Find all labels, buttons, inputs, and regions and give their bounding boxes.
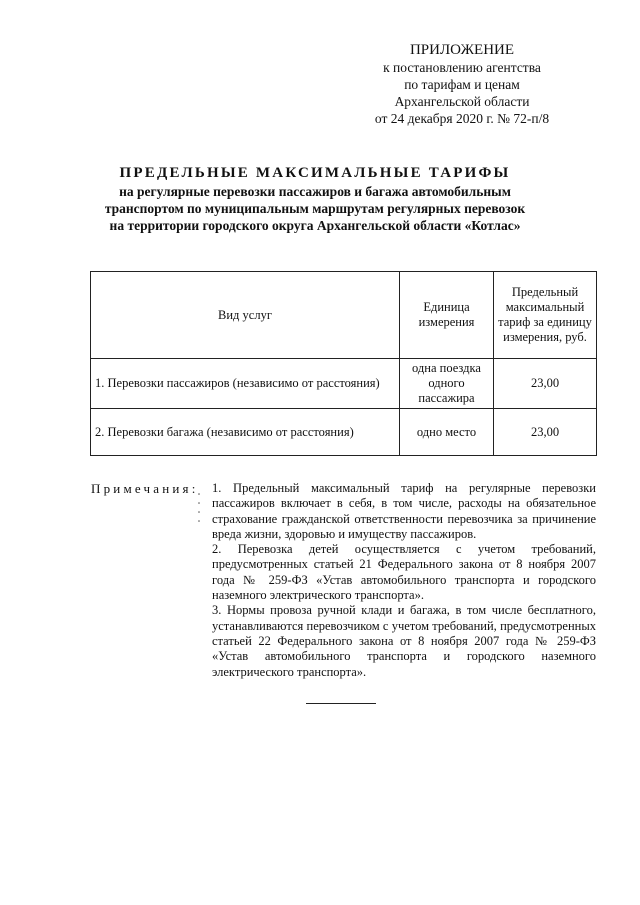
annex-title: ПРИЛОЖЕНИЕ: [409, 42, 515, 58]
table-header-row: [91, 272, 597, 359]
tariff-table: [90, 271, 597, 456]
title-line: транспортом по муниципальным маршрутам регулярных перевозок: [104, 201, 526, 216]
annex-line: Архангельской области: [394, 94, 530, 109]
notes-label: Примечания:: [91, 481, 199, 496]
document-title: [60, 163, 570, 234]
header-service: Вид услуг: [91, 272, 400, 359]
annex-line: к постановлению агентства: [383, 60, 541, 75]
note-item: 3. Нормы провоза ручной клади и багажа, в том числе бесплатного, устанавливаются перевозчиком с учетом требований, предусмотренных статьей 22 Федерального закона от 8 ноября 2007 года № 259-ФЗ «Устав автомобильного транспорта и городского наземного электрического транспорта».: [212, 603, 596, 679]
row-value: 23,00: [494, 409, 597, 456]
notes-list: [212, 481, 596, 680]
title-line: на регулярные перевозки пассажиров и багажа автомобильным: [119, 184, 511, 199]
title-line: на территории городского округа Архангельской области «Котлас»: [109, 218, 521, 233]
title-main: ПРЕДЕЛЬНЫЕ МАКСИМАЛЬНЫЕ ТАРИФЫ: [119, 165, 511, 181]
row-unit: одна поездка одного пассажира: [400, 359, 494, 409]
table-row: [91, 359, 597, 409]
header-tariff: Предельный максимальный тариф за единицу измерения, руб.: [494, 272, 597, 359]
dotted-leader: [197, 491, 201, 531]
row-service-name: 2. Перевозки багажа (независимо от расстояния): [91, 409, 400, 456]
annex-date: от 24 декабря 2020 г. № 72-п/8: [374, 111, 550, 126]
row-service-name: 1. Перевозки пассажиров (независимо от расстояния): [91, 359, 400, 409]
annex-block: [360, 42, 564, 127]
closing-divider: [306, 703, 376, 704]
header-unit: Единица измерения: [400, 272, 494, 359]
note-item: 1. Предельный максимальный тариф на регулярные перевозки пассажиров включает в себя, в том числе, расходы на обязательное страхование гражданской ответственности перевозчика за причинение вреда жизни, здоровью и имуществу пассажиров.: [212, 481, 596, 541]
note-item: 2. Перевозка детей осуществляется с учетом требований, предусмотренных статьей 21 Федерального закона от 8 ноября 2007 года № 259-ФЗ «Устав автомобильного транспорта и городского наземного электрического транспорта».: [212, 542, 596, 603]
table-row: [91, 409, 597, 456]
row-unit: одно место: [400, 409, 494, 456]
row-value: 23,00: [494, 359, 597, 409]
annex-line: по тарифам и ценам: [404, 77, 520, 92]
